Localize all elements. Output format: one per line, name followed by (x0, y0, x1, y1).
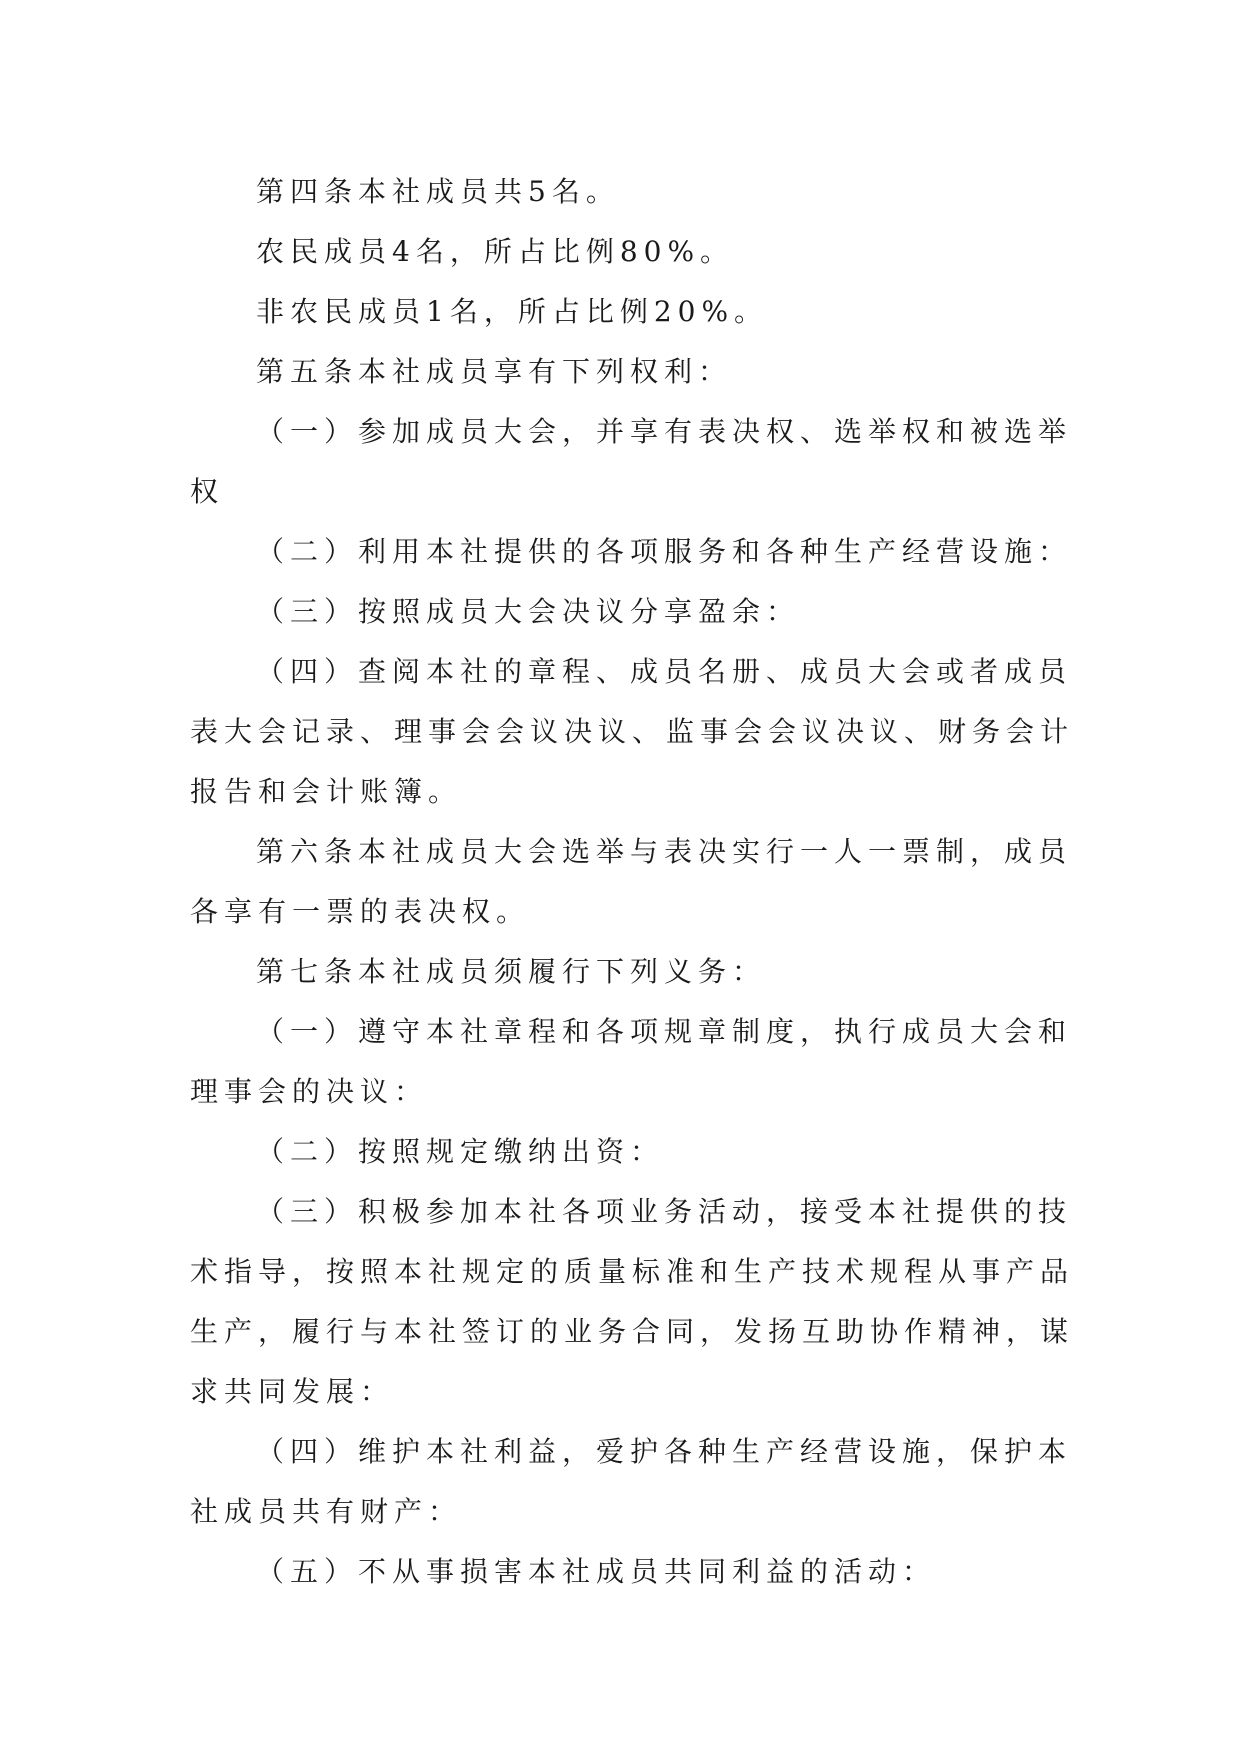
document-body (190, 162, 1075, 1602)
paragraph-line: 第四条本社成员共5名。 (256, 175, 620, 208)
paragraph-line: 生产，履行与本社签订的业务合同，发扬互助协作精神，谋 (190, 1315, 1075, 1348)
paragraph-line: 社成员共有财产： (190, 1495, 463, 1528)
paragraph-line: 表大会记录、理事会会议决议、监事会会议决议、财务会计 (190, 715, 1075, 748)
paragraph-line: （三）按照成员大会决议分享盈余： (256, 595, 801, 628)
paragraph-line: 第六条本社成员大会选举与表决实行一人一票制，成员 (256, 835, 1073, 868)
paragraph-line: 权 (190, 475, 225, 508)
paragraph-line: （二）按照规定缴纳出资： (256, 1135, 665, 1168)
paragraph-line: 农民成员4名，所占比例80%。 (256, 235, 735, 268)
paragraph-line: （四）维护本社利益，爱护各种生产经营设施，保护本 (256, 1435, 1073, 1468)
paragraph-line: （二）利用本社提供的各项服务和各种生产经营设施： (256, 535, 1073, 568)
paragraph-line: （三）积极参加本社各项业务活动，接受本社提供的技 (256, 1195, 1073, 1228)
paragraph-line: （一）参加成员大会，并享有表决权、选举权和被选举 (256, 415, 1073, 448)
paragraph-line: 非农民成员1名，所占比例20%。 (256, 295, 769, 328)
paragraph-line: 报告和会计账簿。 (190, 775, 463, 808)
paragraph-line: 第七条本社成员须履行下列义务： (256, 955, 767, 988)
paragraph-line: 第五条本社成员享有下列权利： (256, 355, 733, 388)
paragraph-line: （五）不从事损害本社成员共同利益的活动： (256, 1555, 937, 1588)
paragraph-line: 理事会的决议： (190, 1075, 429, 1108)
paragraph-line: 求共同发展： (190, 1375, 395, 1408)
paragraph-line: 术指导，按照本社规定的质量标准和生产技术规程从事产品 (190, 1255, 1075, 1288)
paragraph-line: （一）遵守本社章程和各项规章制度，执行成员大会和 (256, 1015, 1073, 1048)
paragraph-line: （四）查阅本社的章程、成员名册、成员大会或者成员 (256, 655, 1073, 688)
paragraph-line: 各享有一票的表决权。 (190, 895, 531, 928)
